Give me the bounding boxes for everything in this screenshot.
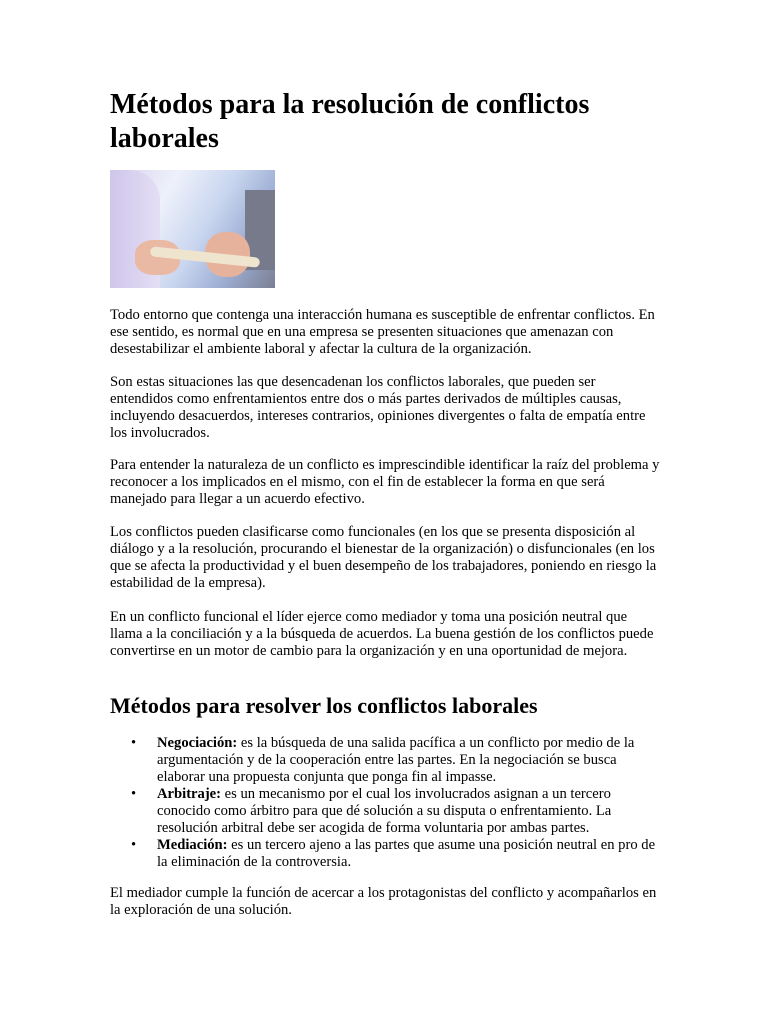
bullet-icon: • [131,837,137,853]
paragraph: En un conflicto funcional el líder ejerce como mediador y toma una posición neutral que llama a la conciliación y a la búsqueda de acuerdos. La buena gestión de los conflictos puede convertirse en un motor de cambio para la organización y en una oportunidad de mejora. [110,609,654,659]
methods-list [110,735,662,871]
list-item [110,837,662,871]
list-text: es la búsqueda de una salida pacífica a un conflicto por medio de la argumentación y de la cooperación entre las partes. En la negociación se busca elaborar una propuesta conjunta que ponga fin al impasse. [157,735,635,785]
paragraph: Todo entorno que contenga una interacción humana es susceptible de enfrentar conflictos. En ese sentido, es normal que en una empresa se presenten situaciones que amenazan con desestabilizar el ambiente laboral y afectar la cultura de la organización. [110,307,655,357]
closing-paragraph: El mediador cumple la función de acercar a los protagonistas del conflicto y acompañarlos en la exploración de una solución. [110,885,657,918]
bullet-icon: • [131,786,137,802]
list-item [110,786,662,837]
paragraph: Para entender la naturaleza de un conflicto es imprescindible identificar la raíz del problema y reconocer a los implicados en el mismo, con el fin de establecer la forma en que será manejado para llegar a un acuerdo efectivo. [110,457,660,507]
bullet-icon: • [131,735,137,751]
list-text: es un mecanismo por el cual los involucrados asignan a un tercero conocido como árbitro para que dé solución a su disputa o enfrentamiento. La resolución arbitral debe ser acogida de forma voluntaria por ambas partes. [157,786,612,836]
list-term: Mediación: [157,837,228,853]
list-term: Arbitraje: [157,786,222,802]
list-term: Negociación: [157,735,238,751]
list-item [110,735,662,786]
section-heading: Métodos para resolver los conflictos laborales [110,693,538,718]
paragraph: Son estas situaciones las que desencadenan los conflictos laborales, que pueden ser entendidos como enfrentamientos entre dos o más partes derivados de múltiples causas, incluyendo desacuerdos, intereses contrarios, opiniones divergentes o falta de empatía entre los involucrados. [110,374,646,441]
page-title: Métodos para la resolución de conflictos laborales [110,89,590,154]
list-text: es un tercero ajeno a las partes que asume una posición neutral en pro de la eliminación de la controversia. [157,837,656,870]
article-image [110,170,275,288]
paragraph: Los conflictos pueden clasificarse como funcionales (en los que se presenta disposición al diálogo y a la resolución, procurando el bienestar de la organización) o disfuncionales (en los que se afecta la productividad y el buen desempeño de los trabajadores, poniendo en riesgo la estabilidad de la empresa). [110,524,657,591]
